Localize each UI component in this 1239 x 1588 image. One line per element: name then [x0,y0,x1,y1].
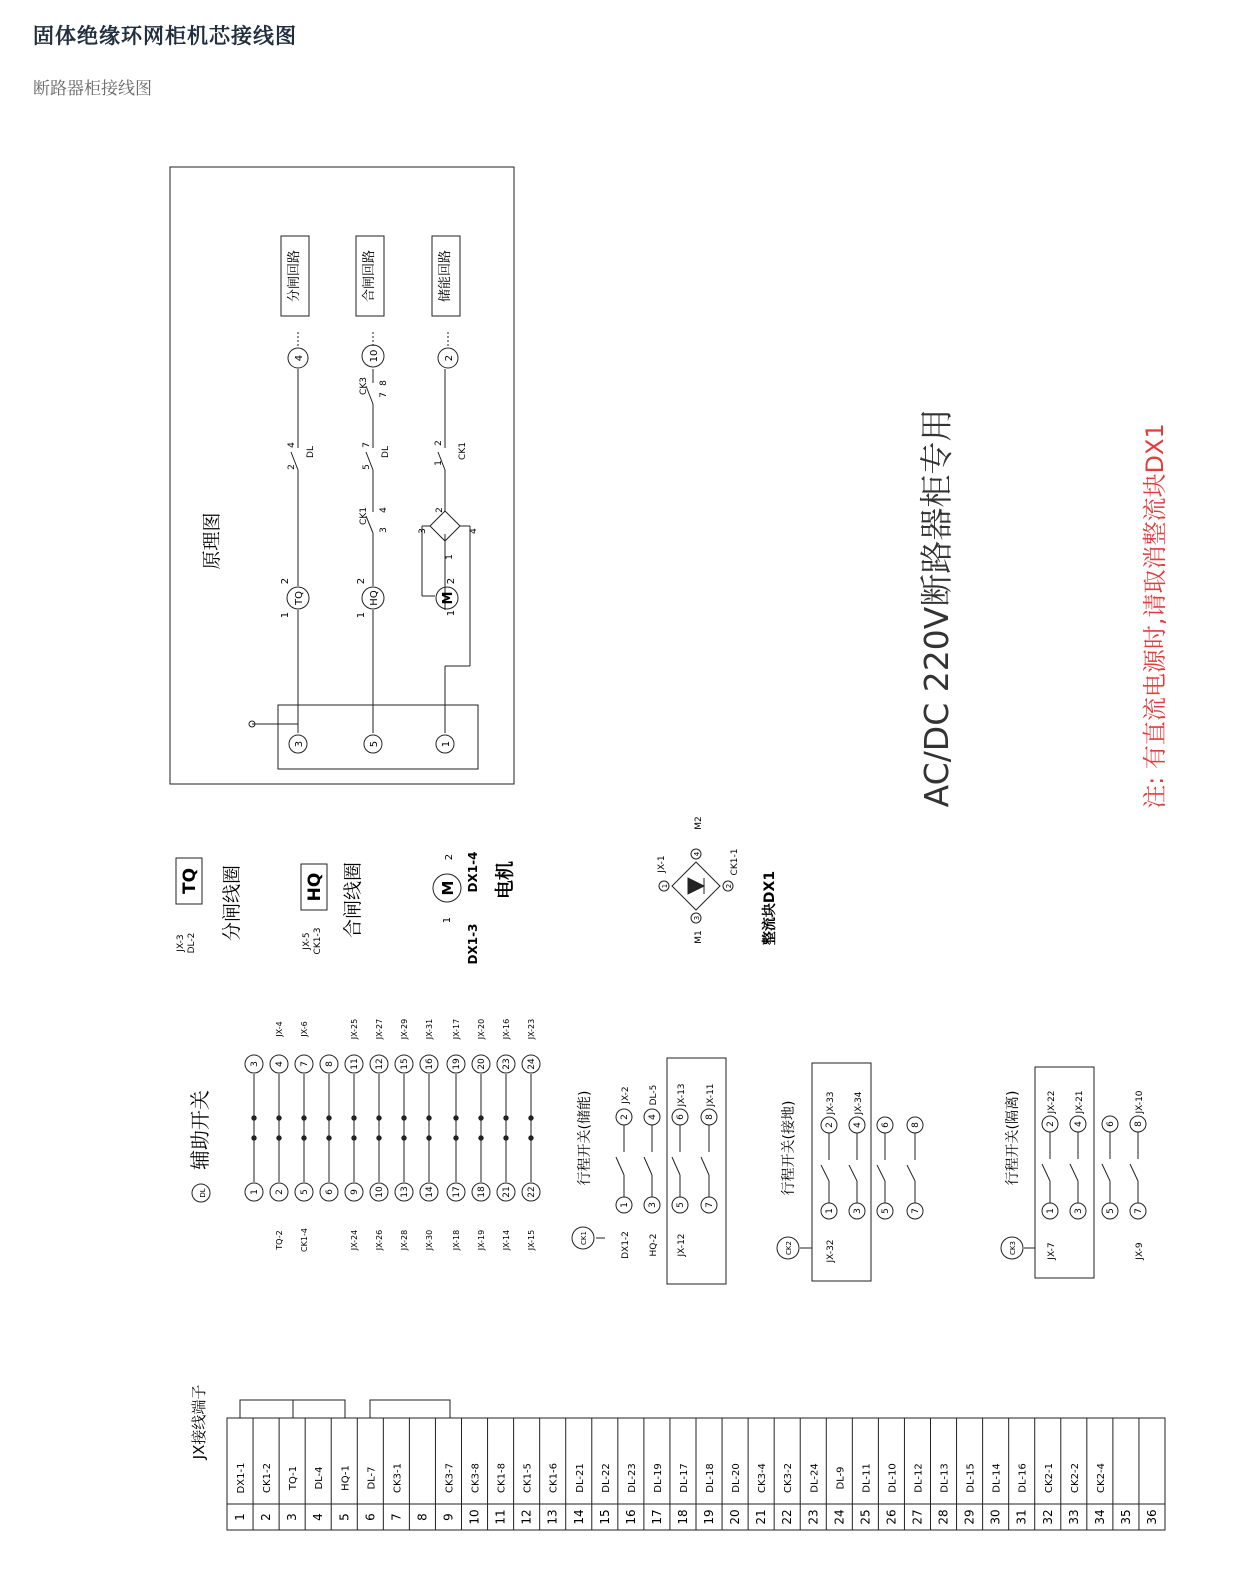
ck1-close-pin-4: 4 [379,507,389,513]
end-terminal-2: 2 [444,354,455,362]
motor-symbol: M [441,591,456,605]
ck1-motor-contact: CK1 [458,442,468,460]
terminal-label: DL-24 [809,1463,821,1493]
aux-bottom-number: 6 [325,1189,335,1195]
travel-top-ref: DL-5 [649,1084,659,1106]
travel-top-pin: 8 [705,1114,715,1120]
dl-trip-pin-2: 2 [287,464,297,470]
aux-top-number: 19 [452,1058,462,1070]
terminal-number: 20 [728,1509,743,1525]
travel-bottom-pin: 1 [825,1208,835,1214]
travel-top-pin: 4 [1074,1121,1084,1127]
aux-bottom-ref: JX-30 [425,1229,434,1251]
terminal-number: 12 [519,1509,534,1525]
terminal-number: 15 [597,1509,612,1525]
tq-pin-1: 1 [280,611,291,619]
motor-legend-symbol: M [439,880,457,896]
rectifier-pin-3: 3 [693,915,701,921]
aux-top-number: 11 [350,1058,360,1070]
aux-bottom-number: 2 [275,1189,285,1195]
source-terminal-5: 5 [369,740,380,748]
terminal-number: 9 [441,1513,456,1521]
rectifier-pin-4: 4 [693,851,701,857]
travel-bottom-pin: 1 [620,1202,630,1208]
aux-top-ref: JX-23 [527,1018,536,1040]
terminal-label: DL-7 [366,1466,378,1490]
terminal-number: 14 [571,1509,586,1525]
terminal-number: 18 [675,1509,690,1525]
ck3-title: 行程开关(隔离) [1005,1090,1021,1186]
terminal-number: 31 [1014,1509,1029,1525]
motor-legend-pin2: 2 [444,853,455,861]
hq-symbol: HQ [369,590,380,606]
terminal-number: 10 [467,1509,482,1525]
travel-top-pin: 2 [1046,1121,1056,1127]
travel-top-pin: 2 [825,1122,835,1128]
terminal-label: CK1-8 [496,1463,508,1493]
terminal-label: DL-13 [939,1463,951,1493]
note-text: 注: 有直流电源时,请取消整流块DX1 [1141,423,1169,809]
dl-close-pin-5: 5 [362,464,372,470]
terminal-number: 33 [1066,1509,1081,1525]
travel-top-ref: JX-2 [621,1086,631,1104]
schematic-frame [170,167,514,784]
dl-close-contact: DL [381,446,391,458]
terminal-number: 24 [832,1509,847,1525]
ck1-motor-pin-1: 1 [434,460,444,466]
tq-legend-box: TQ [180,867,200,895]
terminal-number: 27 [910,1509,925,1525]
terminal-number: 28 [936,1509,951,1525]
trip-circuit-label: 分闸回路 [287,249,302,303]
terminal-label: CK1-2 [262,1463,274,1493]
aux-switch-title: 辅助开关 [188,1090,212,1170]
ck2-title: 行程开关(接地) [781,1100,797,1196]
terminal-label: DL-21 [574,1463,586,1493]
terminal-number: 1 [233,1513,248,1521]
motor-pin-2: 2 [446,577,457,585]
aux-bottom-number: 18 [477,1186,487,1198]
aux-top-ref: JX-20 [477,1018,486,1040]
terminal-number: 32 [1040,1509,1055,1525]
terminal-label: DL-11 [861,1463,873,1493]
terminal-number: 8 [415,1513,430,1521]
terminal-number: 3 [285,1513,300,1521]
terminal-number: 13 [545,1509,560,1525]
terminal-label: CK1-6 [548,1463,560,1493]
travel-bottom-ref: JX-12 [677,1233,687,1257]
travel-top-pin: 6 [676,1114,686,1120]
aux-bottom-ref: JX-26 [375,1229,384,1251]
travel-top-ref: JX-11 [706,1083,716,1107]
travel-bottom-ref: JX-9 [1135,1242,1145,1260]
aux-bottom-number: 9 [350,1189,360,1195]
terminal-label: DL-15 [965,1463,977,1493]
motor-legend-name: 电机 [494,860,516,900]
terminal-label: CK1-5 [522,1463,534,1493]
travel-top-ref: JX-22 [1047,1090,1057,1114]
travel-bottom-pin: 3 [853,1208,863,1214]
aux-bottom-ref: TQ-2 [275,1230,284,1250]
ck3-tag: CK3 [1009,1241,1017,1255]
dl-trip-pin-4: 4 [287,442,297,448]
aux-top-number: 24 [527,1058,537,1070]
terminal-label: TQ-1 [288,1465,300,1491]
aux-top-ref: JX-29 [400,1018,409,1040]
aux-bottom-number: 17 [452,1186,462,1198]
hq-pin-2: 2 [356,577,367,585]
terminal-number: 36 [1144,1509,1159,1525]
terminal-block-title: JX接线端子 [190,1384,208,1460]
terminal-number: 21 [754,1509,769,1525]
dl-trip-contact: DL [306,446,316,458]
ck1-motor-pin-2: 2 [434,440,444,446]
aux-bottom-number: 22 [527,1186,537,1198]
travel-bottom-pin: 7 [911,1208,921,1214]
terminal-label: DL-20 [731,1463,743,1493]
terminal-label: CK3-8 [470,1463,482,1493]
bridge-pin-4: 4 [469,528,479,534]
terminal-label: HQ-1 [340,1465,352,1491]
terminal-label: DL-17 [678,1463,690,1493]
ck3-pin-8: 8 [379,380,389,386]
travel-top-ref: JX-34 [854,1091,864,1115]
travel-top-ref: JX-10 [1135,1090,1145,1114]
terminal-label: DL-23 [626,1463,638,1493]
ck1-tag: CK1 [580,1231,588,1245]
terminal-label: CK3-2 [783,1463,795,1493]
aux-top-ref: JX-6 [300,1021,309,1037]
aux-bottom-number: 13 [400,1186,410,1198]
travel-bottom-pin: 5 [676,1202,686,1208]
aux-top-number: 15 [400,1058,410,1070]
travel-bottom-ref: DX1-2 [621,1231,631,1259]
tq-pin-2: 2 [280,577,291,585]
terminal-number: 6 [363,1513,378,1521]
aux-bottom-number: 10 [375,1186,385,1198]
hq-pin-1: 1 [356,611,367,619]
aux-top-ref: JX-25 [350,1018,359,1040]
hq-ref-jx5: JX-5 [302,932,312,950]
aux-top-number: 16 [425,1058,435,1070]
terminal-number: 25 [858,1509,873,1525]
travel-bottom-ref: JX-32 [826,1239,836,1263]
terminal-label: DL-4 [314,1466,326,1490]
motor-pin-1: 1 [446,609,457,617]
ck3-contact: CK3 [359,377,369,395]
rectifier-ref-m2: M2 [694,816,704,830]
terminal-number: 5 [337,1513,352,1521]
rectifier-name: 整流块DX1 [762,870,778,946]
terminal-number: 17 [649,1509,664,1525]
terminal-number: 11 [493,1509,508,1525]
aux-switch-tag: DL [199,1188,207,1198]
rectifier-ref-jx1: JX-1 [657,855,667,873]
terminal-label: CK2-1 [1043,1463,1055,1493]
end-terminal-4: 4 [294,354,305,362]
aux-bottom-ref: JX-19 [477,1229,486,1251]
aux-bottom-ref: JX-28 [400,1229,409,1251]
aux-bottom-number: 14 [425,1186,435,1198]
motor-legend-left: DX1-3 [466,923,480,965]
aux-bottom-ref: JX-18 [452,1229,461,1251]
terminal-label: DL-18 [705,1463,717,1493]
aux-top-number: 4 [275,1061,285,1067]
aux-bottom-number: 21 [502,1186,512,1198]
terminal-number: 22 [780,1509,795,1525]
ck1-title: 行程开关(储能) [577,1090,593,1186]
tq-ref-dl2: DL-2 [187,932,197,954]
ck3-pin-7: 7 [379,392,389,398]
aux-top-ref: JX-31 [425,1018,434,1040]
page-title: 固体绝缘环网柜机芯接线图 [33,24,297,48]
terminal-number: 23 [806,1509,821,1525]
dl-close-pin-7: 7 [362,442,372,448]
terminal-label: DL-14 [991,1463,1003,1493]
bridge-pin-3: 3 [418,528,428,534]
tq-ref-jx3: JX-3 [176,934,186,952]
aux-top-number: 3 [250,1061,260,1067]
terminal-label: DL-16 [1017,1463,1029,1493]
close-circuit-label: 合闸回路 [362,249,377,303]
motor-legend-pin1: 1 [442,916,453,924]
travel-bottom-pin: 5 [1106,1208,1116,1214]
motor-legend-right: DX1-4 [466,851,480,893]
travel-bottom-pin: 3 [648,1202,658,1208]
rectifier-ref-m1: M1 [694,930,704,944]
terminal-number: 34 [1092,1509,1107,1525]
travel-top-pin: 4 [853,1122,863,1128]
aux-top-ref: JX-4 [275,1021,284,1037]
hq-legend-name: 合闸线圈 [342,861,364,939]
aux-top-number: 7 [300,1061,310,1067]
aux-bottom-ref: JX-15 [527,1229,536,1251]
ck1-close-pin-3: 3 [379,527,389,533]
travel-bottom-pin: 3 [1074,1208,1084,1214]
travel-top-ref: JX-33 [826,1091,836,1115]
travel-top-pin: 8 [1134,1121,1144,1127]
tq-symbol: TQ [294,591,305,605]
aux-bottom-ref: JX-24 [350,1229,359,1251]
tq-legend-name: 分闸线圈 [221,864,243,942]
terminal-label: CK3-7 [444,1463,456,1493]
charge-circuit-label: 储能回路 [438,249,453,303]
source-terminal-3: 3 [294,740,305,748]
terminal-label: DX1-1 [236,1462,248,1494]
aux-bottom-number: 1 [250,1189,260,1195]
terminal-number: 7 [389,1513,404,1521]
terminal-number: 26 [884,1509,899,1525]
ck2-tag: CK2 [785,1241,793,1255]
terminal-number: 30 [988,1509,1003,1525]
bridge-pin-2: 2 [435,507,445,513]
terminal-label: DL-12 [913,1463,925,1493]
travel-top-pin: 6 [881,1122,891,1128]
schematic-heading: 原理图 [201,512,223,570]
aux-top-ref: JX-16 [502,1018,511,1040]
aux-bottom-number: 5 [300,1189,310,1195]
travel-bottom-pin: 7 [705,1202,715,1208]
terminal-label: DL-19 [652,1463,664,1493]
aux-bottom-ref: JX-14 [502,1229,511,1251]
terminal-label: DL-10 [887,1463,899,1493]
page-subtitle: 断路器柜接线图 [33,79,152,99]
travel-top-pin: 4 [648,1114,658,1120]
travel-bottom-ref: HQ-2 [649,1233,659,1257]
terminal-label: DL-9 [835,1466,847,1490]
terminal-number: 4 [311,1513,326,1521]
travel-top-pin: 8 [911,1122,921,1128]
end-terminal-10: 10 [369,349,380,363]
terminal-label: CK2-4 [1095,1463,1107,1493]
aux-top-number: 23 [502,1058,512,1070]
aux-top-ref: JX-17 [452,1018,461,1040]
aux-top-number: 8 [325,1061,335,1067]
source-terminal-1: 1 [441,740,452,748]
travel-bottom-pin: 5 [881,1208,891,1214]
terminal-label: CK2-2 [1069,1463,1081,1493]
terminal-number: 35 [1118,1509,1133,1525]
aux-top-number: 20 [477,1058,487,1070]
travel-bottom-ref: JX-7 [1047,1242,1057,1260]
travel-top-pin: 6 [1106,1121,1116,1127]
rectifier-pin-1: 1 [661,883,669,889]
terminal-number: 19 [702,1509,717,1525]
aux-bottom-ref: CK1-4 [300,1228,309,1252]
travel-bottom-pin: 1 [1046,1208,1056,1214]
aux-top-number: 12 [375,1058,385,1070]
hq-ref-ck13: CK1-3 [313,927,323,955]
ck1-close-contact: CK1 [359,507,369,525]
travel-top-pin: 2 [620,1114,630,1120]
spec-text: AC/DC 220V断路器柜专用 [917,408,956,808]
terminal-number: 16 [623,1509,638,1525]
terminal-number: 2 [259,1513,274,1521]
travel-bottom-pin: 7 [1134,1208,1144,1214]
travel-top-ref: JX-21 [1075,1090,1085,1114]
travel-top-ref: JX-13 [677,1083,687,1107]
hq-legend-box: HQ [305,872,325,902]
rectifier-ref-ck11: CK1-1 [730,848,740,876]
bridge-pin-1: 1 [445,554,455,560]
rectifier-pin-2: 2 [725,883,733,889]
terminal-label: CK3-1 [392,1463,404,1493]
terminal-label: DL-22 [600,1463,612,1493]
terminal-label: CK3-4 [757,1463,769,1493]
aux-top-ref: JX-27 [375,1018,384,1040]
terminal-number: 29 [962,1509,977,1525]
